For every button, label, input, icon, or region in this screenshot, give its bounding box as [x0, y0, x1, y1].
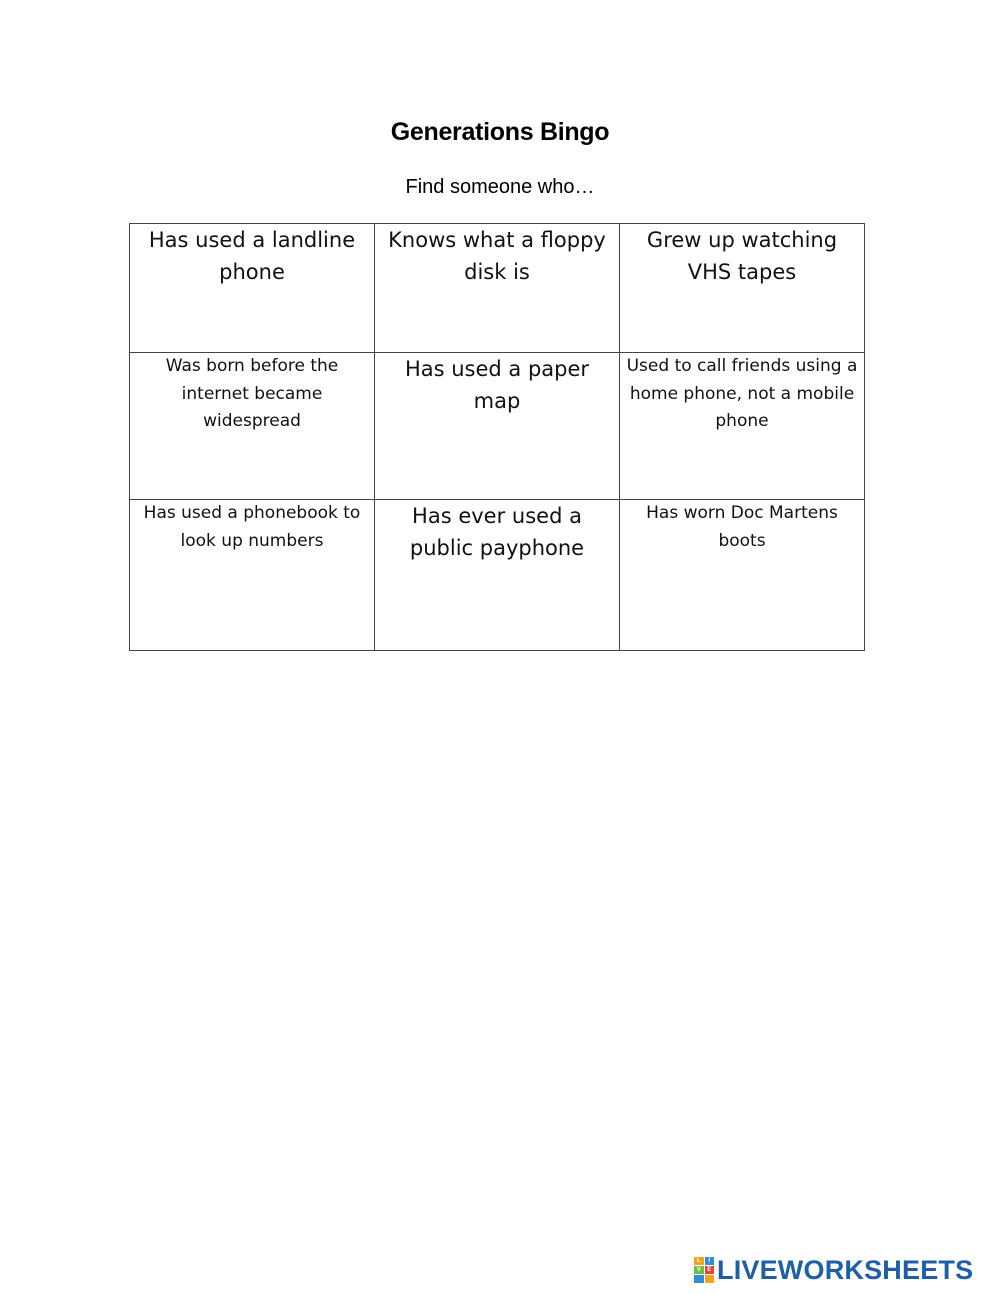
- bingo-cell: Has used a landline phone: [130, 224, 375, 353]
- logo-wordmark: LIVEWORKSHEETS: [717, 1255, 974, 1285]
- page-title: Generations Bingo: [390, 118, 610, 146]
- page-subtitle: Find someone who…: [405, 176, 595, 198]
- logo-mark-tile: E: [705, 1266, 715, 1274]
- liveworksheets-logo: [694, 1255, 973, 1285]
- bingo-cell: Has used a phonebook to look up numbers: [130, 500, 375, 651]
- liveworksheets-logo-icon: [694, 1257, 714, 1283]
- bingo-cell: Has worn Doc Martens boots: [620, 500, 865, 651]
- bingo-grid: [129, 223, 865, 651]
- logo-mark-tile: L: [694, 1257, 704, 1265]
- logo-mark-tile: I: [705, 1257, 715, 1265]
- bingo-row: [130, 224, 865, 353]
- logo-mark-tile: [705, 1275, 715, 1283]
- bingo-cell: Used to call friends using a home phone, not a mobile phone: [620, 353, 865, 500]
- bingo-row: [130, 353, 865, 500]
- bingo-cell: Has used a paper map: [375, 353, 620, 500]
- bingo-cell: Grew up watching VHS tapes: [620, 224, 865, 353]
- logo-mark-tile: [694, 1275, 704, 1283]
- bingo-cell: Was born before the internet became widespread: [130, 353, 375, 500]
- logo-mark-tile: V: [694, 1266, 704, 1274]
- bingo-cell: Has ever used a public payphone: [375, 500, 620, 651]
- bingo-cell: Knows what a floppy disk is: [375, 224, 620, 353]
- bingo-row: [130, 500, 865, 651]
